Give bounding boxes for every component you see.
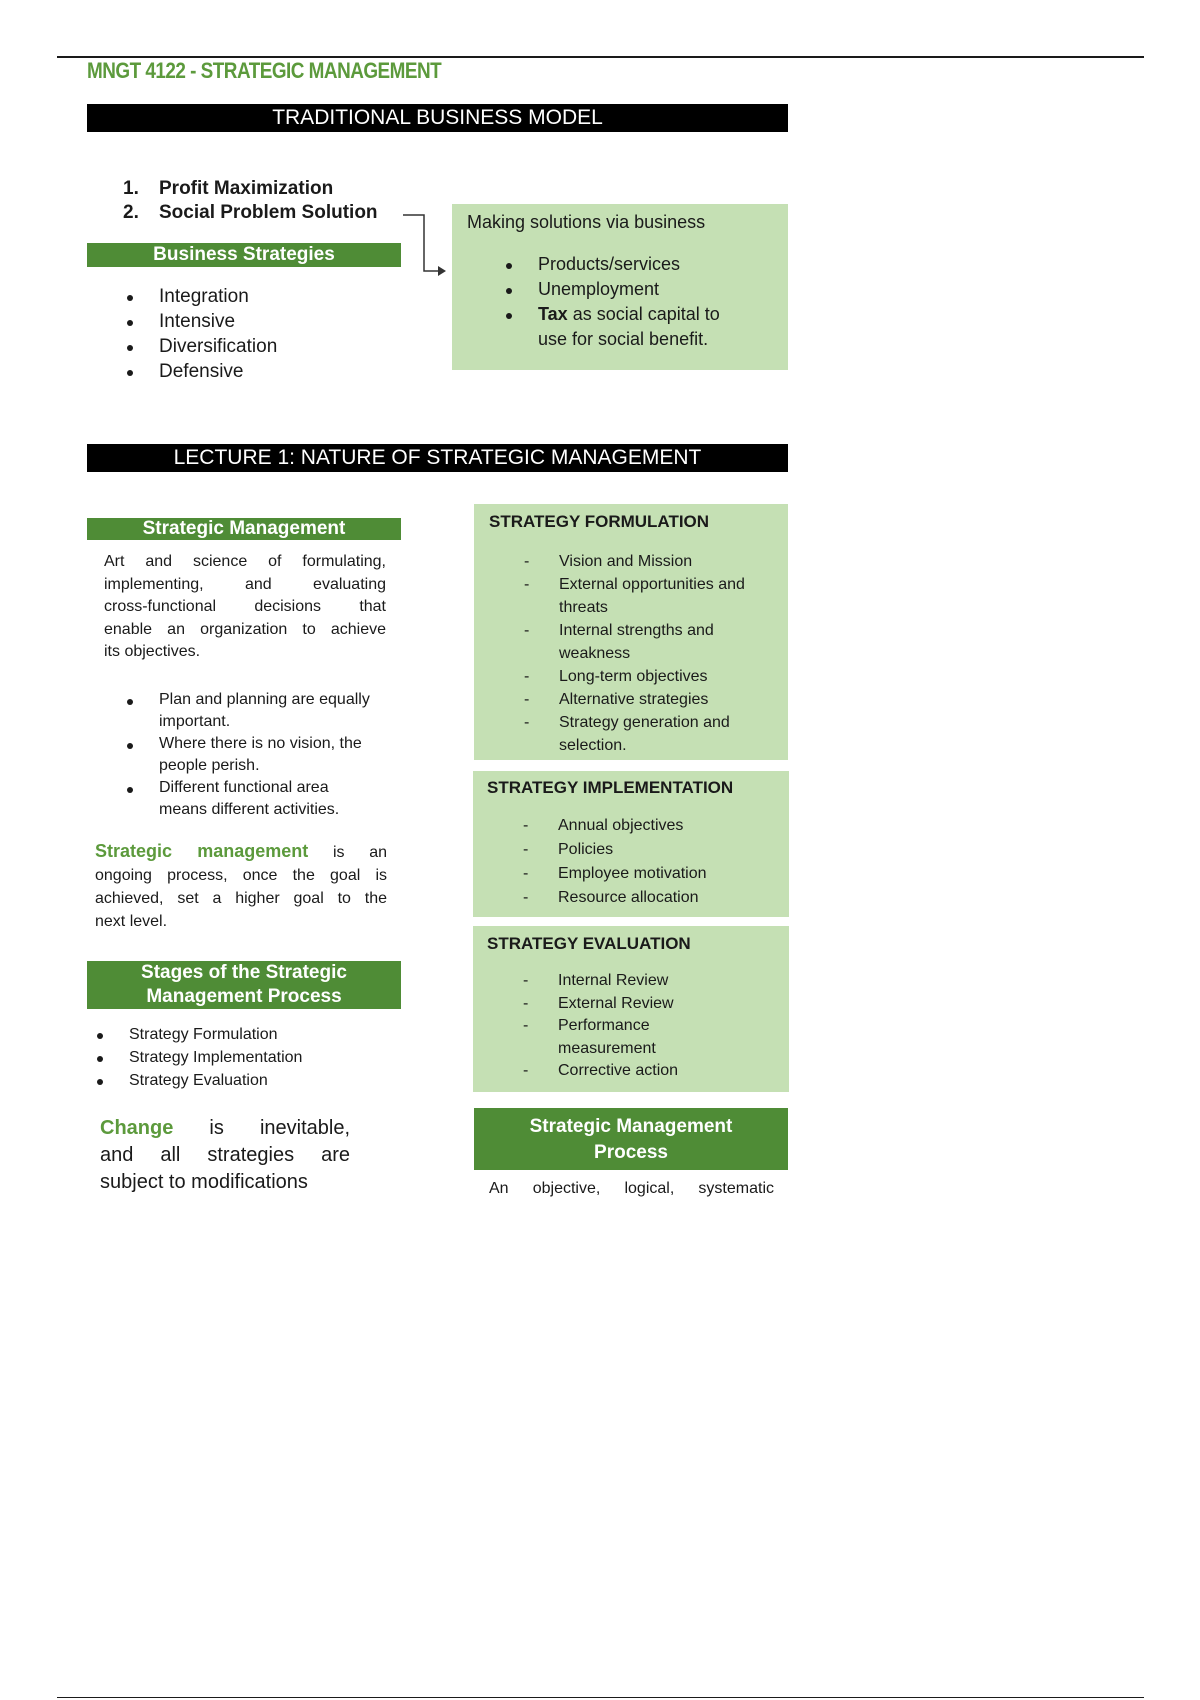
list-item: Integration — [123, 284, 363, 309]
section-title-traditional: TRADITIONAL BUSINESS MODEL — [87, 104, 788, 132]
list-item: - Corrective action — [523, 1060, 785, 1083]
ongoing-process-paragraph: Strategic management is an ongoing process, once the goal is achieved, set a higher goal to the next level. — [95, 841, 388, 930]
business-strategies-heading: Business Strategies — [87, 243, 401, 267]
list-item: - Internal Review — [523, 970, 785, 993]
strategy-formulation-list — [524, 550, 786, 757]
list-item: - Performance measurement — [523, 1015, 785, 1060]
list-item: Strategy Formulation — [93, 1023, 393, 1046]
list-item: Where there is no vision, the people perish. — [123, 733, 413, 777]
solutions-heading: Making solutions via business — [467, 212, 706, 232]
stages-heading: Stages of the Strategic Management Process — [87, 961, 401, 1009]
list-item: Intensive — [123, 309, 363, 334]
strategy-implementation-box — [473, 771, 789, 917]
list-item: Unemployment — [502, 277, 782, 302]
strategy-formulation-heading: STRATEGY FORMULATION — [489, 512, 710, 531]
strategy-formulation-box — [474, 504, 788, 760]
list-item: Different functional area means different activities. — [123, 777, 413, 821]
list-item: - Long-term objectives — [524, 665, 786, 688]
list-item: - Strategy generation and selection. — [524, 711, 786, 757]
list-item: - Employee motivation — [523, 862, 785, 886]
list-item: Strategy Evaluation — [93, 1069, 393, 1092]
list-item: Strategy Implementation — [93, 1046, 393, 1069]
change-paragraph: Change is inevitable, and all strategies are subject to modifications — [100, 1117, 350, 1193]
list-item: - Annual objectives — [523, 814, 785, 838]
list-item: - Vision and Mission — [524, 550, 786, 573]
process-text: An objective, logical, systematic — [489, 1180, 774, 1197]
strategy-evaluation-list — [523, 970, 785, 1083]
list-item: - External opportunities and threats — [524, 573, 786, 619]
list-item: 1. Profit Maximization — [123, 178, 334, 199]
list-item: Defensive — [123, 359, 363, 384]
strategy-implementation-heading: STRATEGY IMPLEMENTATION — [487, 778, 734, 797]
list-item: Tax as social capital to use for social benefit. — [502, 302, 782, 352]
connector-arrow-icon — [400, 205, 450, 285]
list-item: Plan and planning are equally important. — [123, 689, 413, 733]
strategic-management-points — [123, 689, 413, 821]
business-strategies-list — [123, 284, 363, 384]
list-item: - Alternative strategies — [524, 688, 786, 711]
list-item: 2. Social Problem Solution — [123, 202, 378, 223]
list-item: - Policies — [523, 838, 785, 862]
bottom-rule — [57, 1697, 1144, 1698]
process-heading: Strategic Management Process — [474, 1108, 788, 1170]
stages-list — [93, 1023, 393, 1092]
strategy-evaluation-heading: STRATEGY EVALUATION — [487, 934, 691, 953]
section-title-lecture1: LECTURE 1: NATURE OF STRATEGIC MANAGEMENT — [87, 444, 788, 472]
course-title: MNGT 4122 - STRATEGIC MANAGEMENT — [87, 58, 442, 83]
definition-paragraph: Art and science of formulating, implementing, and evaluating cross-functional decisions that enable an organization to achieve its objectives. — [104, 553, 386, 660]
strategy-evaluation-box — [473, 926, 789, 1092]
solutions-box — [452, 204, 788, 370]
list-item: - Resource allocation — [523, 886, 785, 910]
list-item: Products/services — [502, 252, 782, 277]
list-item: Diversification — [123, 334, 363, 359]
solutions-list — [502, 252, 782, 352]
strategic-management-heading: Strategic Management — [87, 518, 401, 540]
goals-list — [123, 177, 423, 225]
strategy-implementation-list — [523, 814, 785, 910]
list-item: - External Review — [523, 993, 785, 1016]
list-item: - Internal strengths and weakness — [524, 619, 786, 665]
